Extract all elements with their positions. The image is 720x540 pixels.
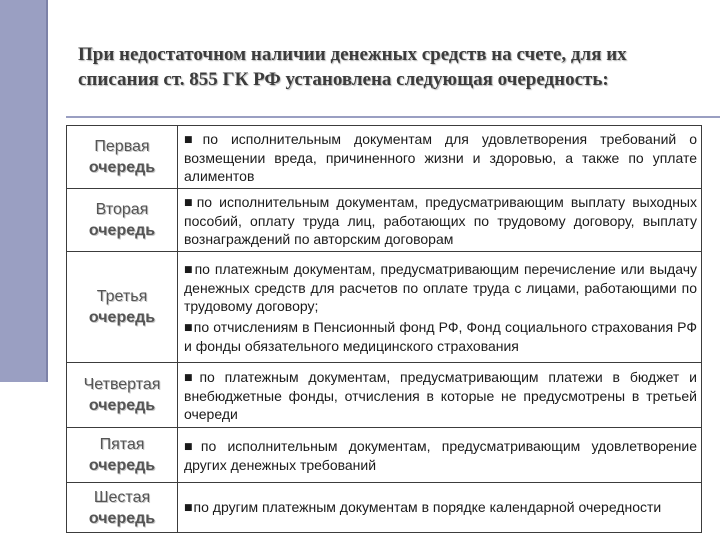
list-item [184,130,697,185]
table-row [67,126,702,189]
slide-title: При недостаточном наличии денежных средств на счете, для их списания ст. 855 ГК РФ установлена следующая очередность: [78,44,627,90]
priority-description-cell [178,189,702,252]
list-item [184,437,697,474]
list-item-text: по платежным документам, предусматривающим перечисление или выдачу денежных средств для расчетов по оплате труда с лицами, работающими по трудовому договору; [184,260,697,314]
square-bullet-icon: ■ [184,197,196,208]
list-item-text: по исполнительным документам, предусматривающим удовлетворение других денежных требований [184,437,697,473]
priority-number: Четвертая [83,376,161,393]
list-item-text: по отчислениям в Пенсионный фонд РФ, Фонд социального страхования РФ и фонды обязательного медицинского страхования [184,318,697,354]
priority-number: Пятая [99,436,145,453]
priority-label-cell [67,126,178,189]
priority-description-cell [178,252,702,363]
priority-number: Шестая [93,488,151,506]
priority-number: Первая [94,138,150,155]
priority-word: очередь [88,397,156,414]
priority-word: очередь [88,309,156,326]
priority-word: очередь [88,457,156,474]
table-row [67,189,702,252]
list-item-text: по платежным документам, предусматривающим платежи в бюджет и внебюджетные фонды, отчисления в которые не предусмотрены в третьей очереди [184,368,697,422]
priority-description-cell [178,428,702,483]
square-bullet-icon: ■ [184,372,199,383]
list-item [184,193,697,248]
priority-word: очередь [88,509,156,527]
priority-description-cell [178,483,702,533]
list-item-text: по исполнительным документам для удовлетворения требований о возмещении вреда, причиненного жизни и здоровью, а также по уплате алиментов [184,130,697,184]
priority-description-cell [178,363,702,428]
title-divider [66,116,720,118]
priority-table [66,125,702,533]
table-row [67,252,702,363]
square-bullet-icon: ■ [184,441,200,452]
table-row [67,428,702,483]
priority-word: очередь [88,222,156,239]
priority-label-cell [67,252,178,363]
square-bullet-icon: ■ [184,264,194,275]
priority-word: очередь [88,159,156,176]
priority-label-cell [67,428,178,483]
left-accent-bar-edge [46,0,48,382]
list-item [184,368,697,423]
list-item-text: по исполнительным документам, предусматривающим выплату выходных пособий, оплату труда лиц, работающих по трудовому договору, выплату вознаграждений по авторским договорам [184,193,697,247]
list-item [184,318,697,355]
priority-label-cell [67,483,178,533]
list-item-text: по другим платежным документам в порядке календарной очередности [193,499,662,515]
table-row [67,363,702,428]
table-row [67,483,702,533]
priority-number: Третья [96,288,148,305]
priority-label-cell [67,363,178,428]
priority-label-cell [67,189,178,252]
list-item [184,260,697,315]
list-item [184,498,697,517]
left-accent-bar [0,0,46,382]
square-bullet-icon: ■ [184,503,193,513]
priority-description-cell [178,126,702,189]
square-bullet-icon: ■ [184,134,202,145]
square-bullet-icon: ■ [184,322,193,333]
priority-number: Вторая [95,201,149,218]
